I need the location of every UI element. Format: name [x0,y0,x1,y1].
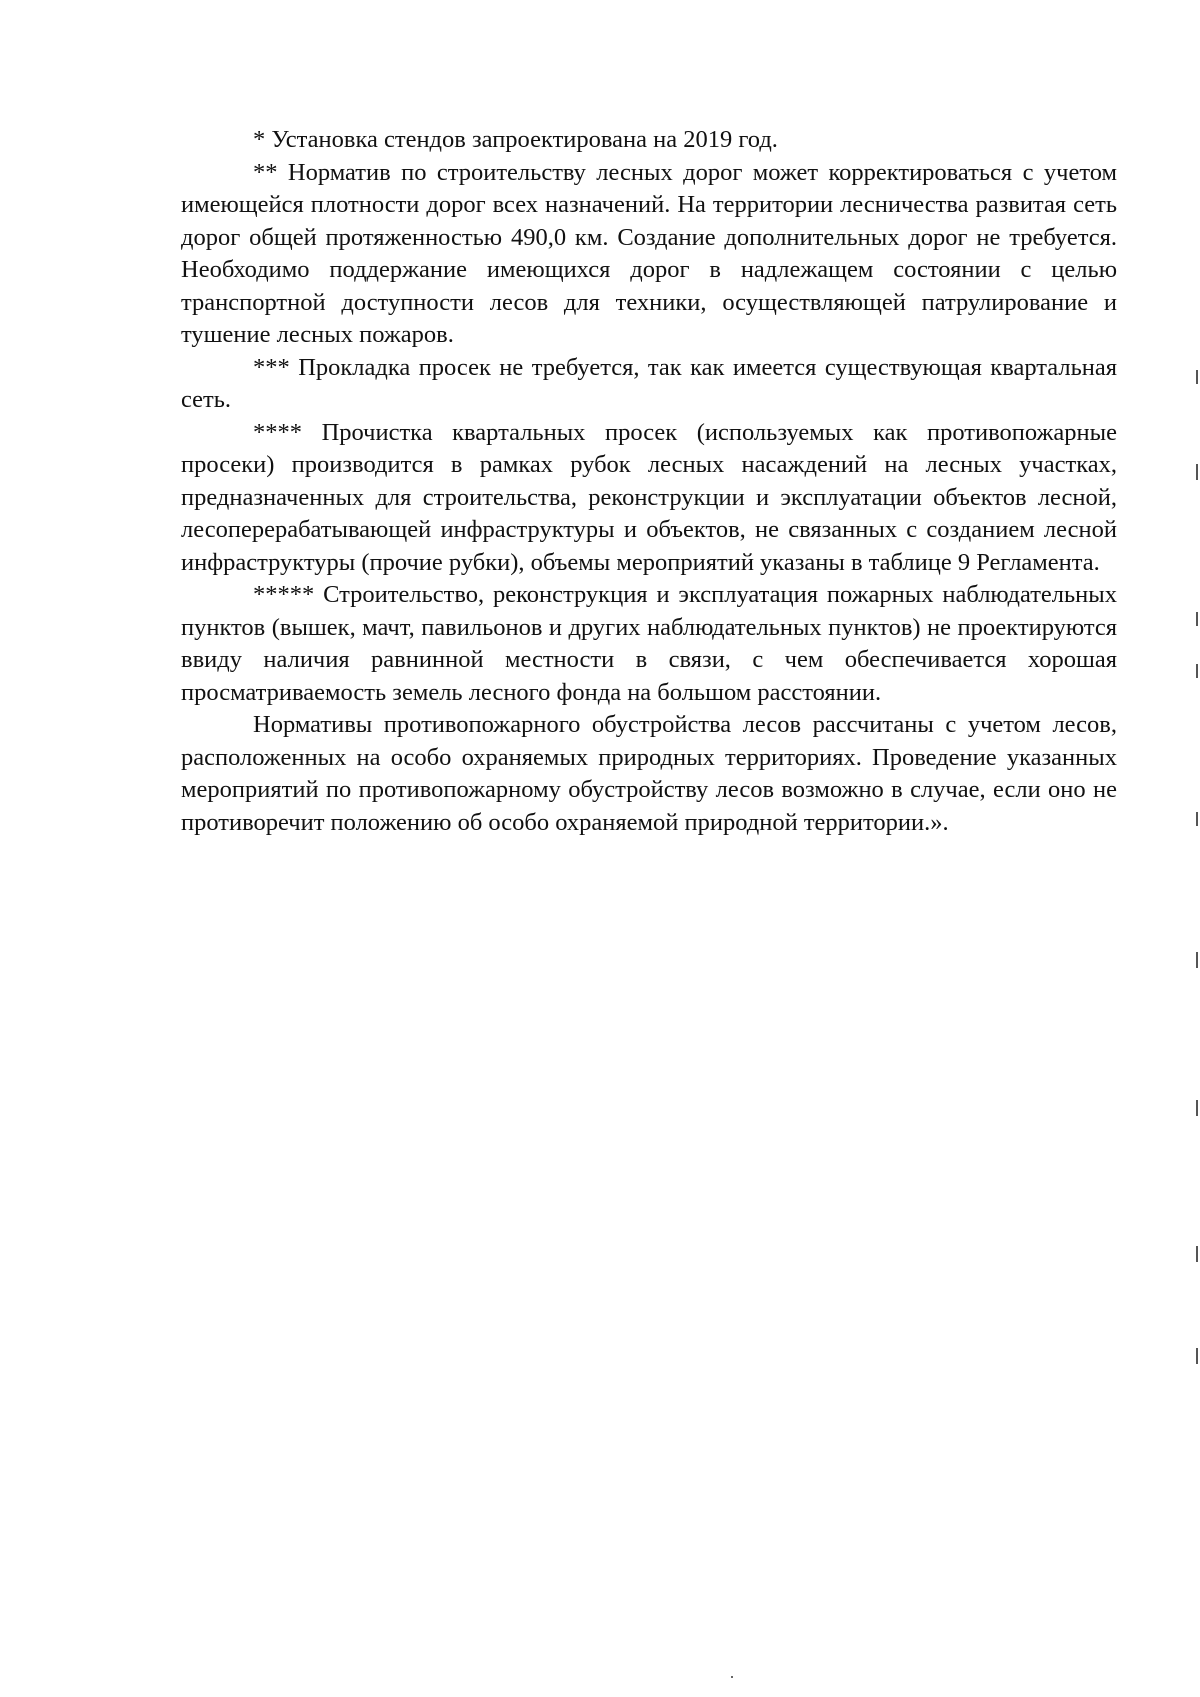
scan-dot-mark [731,1676,733,1678]
document-body [181,124,1117,839]
scan-edge-mark [1196,1348,1198,1364]
paragraph-fire-standards: Нормативы противопожарного обустройства лесов рассчитаны с учетом лесов, расположенных на особо охраняемых природных территориях. Проведение указанных мероприятий по противопожарному обустройству лесов возможно в случае, если оно не противоречит положению об особо охраняемой природной территории.». [181,711,1117,836]
scan-edge-mark [1196,464,1198,480]
scan-edge-mark [1196,952,1198,968]
footnote-clearings-laying: *** Прокладка просек не требуется, так как имеется существующая квартальная сеть. [181,353,1117,413]
footnote-clearings-cleaning: **** Прочистка квартальных просек (используемых как противопожарные просеки) производится в рамках рубок лесных насаждений на лесных участках, предназначенных для строительства, реконструкции и эксплуатации объектов лесной, лесоперерабатывающей инфраструктуры и объектов, не связанных с созданием лесной инфраструктуры (прочие рубки), объемы мероприятий указаны в таблице 9 Регламента. [181,418,1117,576]
scan-edge-mark [1196,812,1198,826]
scan-edge-mark [1196,1100,1198,1116]
scan-edge-mark [1196,664,1198,678]
scan-edge-mark [1196,370,1198,384]
footnote-forest-roads: ** Норматив по строительству лесных дорог может корректироваться с учетом имеющейся плотности дорог всех назначений. На территории лесничества развитая сеть дорог общей протяженностью 490,0 км. Создание дополнительных дорог не требуется. Необходимо поддержание имеющихся дорог в надлежащем состоянии с целью транспортной доступности лесов для техники, осуществляющей патрулирование и тушение лесных пожаров. [181,158,1117,348]
scan-edge-mark [1196,612,1198,626]
footnote-fire-lookouts: ***** Строительство, реконструкция и эксплуатация пожарных наблюдательных пунктов (вышек, мачт, павильонов и других наблюдательных пунктов) не проектируются ввиду наличия равнинной местности в связи, с чем обеспечивается хорошая просматриваемость земель лесного фонда на большом расстоянии. [181,581,1117,706]
scan-edge-mark [1196,1246,1198,1262]
footnote-stands: * Установка стендов запроектирована на 2019 год. [253,126,778,153]
